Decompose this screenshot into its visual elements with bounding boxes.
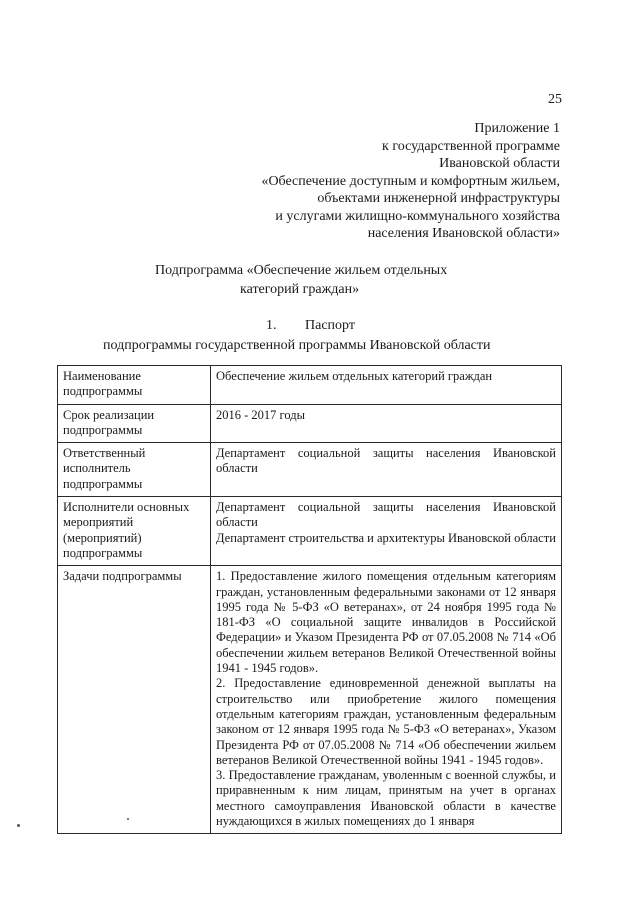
label-line: подпрограммы (63, 476, 143, 491)
label-line: Ответственный (63, 446, 146, 461)
label-line: мероприятий (63, 515, 134, 530)
subprogram-title-line: категорий граждан» (240, 282, 360, 297)
appendix-line: объектами инженерной инфраструктуры (317, 191, 560, 206)
value-paragraph: 2016 - 2017 годы (216, 407, 306, 422)
appendix-line: к государственной программе (382, 138, 560, 154)
subprogram-title-line: Подпрограмма «Обеспечение жильем отдельных (155, 263, 448, 278)
label-line: Задачи подпрограммы (63, 569, 182, 584)
row-value (211, 566, 562, 834)
appendix-header (160, 120, 560, 243)
label-line: Срок реализации (63, 407, 155, 422)
row-value (211, 443, 562, 497)
page-number: 25 (548, 92, 562, 107)
appendix-line: Приложение 1 (474, 121, 560, 136)
passport-title: Паспорт (305, 318, 355, 333)
appendix-line: «Обеспечение доступным и комфортным жильем, (261, 173, 560, 189)
label-line: исполнитель (63, 461, 131, 476)
value-paragraph: 1. Предоставление жилого помещения отдельным категориям граждан, установленным федеральными законами от 12 января 1995 года № 5-ФЗ «О ветеранах», от 24 ноября 1995 года № 181-ФЗ «О социальной защите инвалидов в Российской Федерации» и Указом Президента РФ от 07.05.2008 № 714 «Об обеспечении жильем ветеранов Великой Отечественной войны 1941 - 1945 годов». (216, 569, 556, 676)
row-label (58, 443, 211, 497)
subprogram-title (0, 261, 640, 299)
label-line: подпрограммы (63, 422, 143, 437)
value-paragraph: 3. Предоставление гражданам, уволенным с военной службы, и приравненным к ним лицам, принятым на учет в органах местного самоуправления Ивановской области в качестве нуждающихся в жилых помещениях до 1 января (216, 768, 556, 829)
appendix-line: Ивановской области (439, 156, 560, 171)
value-paragraph: Департамент строительства и архитектуры Ивановской области (216, 530, 556, 545)
table-row (58, 404, 562, 443)
row-value (211, 404, 562, 443)
scan-speck (17, 824, 20, 827)
table-row (58, 366, 562, 405)
scan-speck (127, 818, 129, 820)
row-label (58, 404, 211, 443)
value-paragraph: Департамент социальной защиты населения Ивановской области (216, 446, 556, 476)
table-row (58, 443, 562, 497)
appendix-line: и услугами жилищно-коммунального хозяйства (275, 208, 560, 224)
passport-number: 1. (266, 318, 277, 333)
row-label (58, 497, 211, 566)
passport-subtitle: подпрограммы государственной программы Ивановской области (103, 338, 491, 353)
value-paragraph: Обеспечение жильем отдельных категорий граждан (216, 369, 493, 383)
label-line: Исполнители основных (63, 500, 190, 515)
label-line: подпрограммы (63, 384, 143, 399)
label-line: (мероприятий) (63, 530, 142, 545)
passport-table (57, 365, 562, 834)
value-paragraph: 2. Предоставление единовременной денежной выплаты на строительство или приобретение жилого помещения отдельным категориям граждан, установленным федеральным законом от 12 января 1995 года № 5-ФЗ «О ветеранах», Указом Президента РФ от 07.05.2008 № 714 «Об обеспечении жильем ветеранов Великой Отечественной войны 1941 - 1945 годов». (216, 676, 556, 767)
row-label (58, 566, 211, 834)
row-value (211, 497, 562, 566)
table-row (58, 497, 562, 566)
table-row (58, 566, 562, 834)
label-line: подпрограммы (63, 545, 143, 560)
row-label (58, 366, 211, 405)
value-paragraph: Департамент социальной защиты населения Ивановской области (216, 500, 556, 530)
appendix-line: населения Ивановской области» (367, 226, 560, 241)
label-line: Наименование (63, 369, 141, 383)
row-value (211, 366, 562, 405)
